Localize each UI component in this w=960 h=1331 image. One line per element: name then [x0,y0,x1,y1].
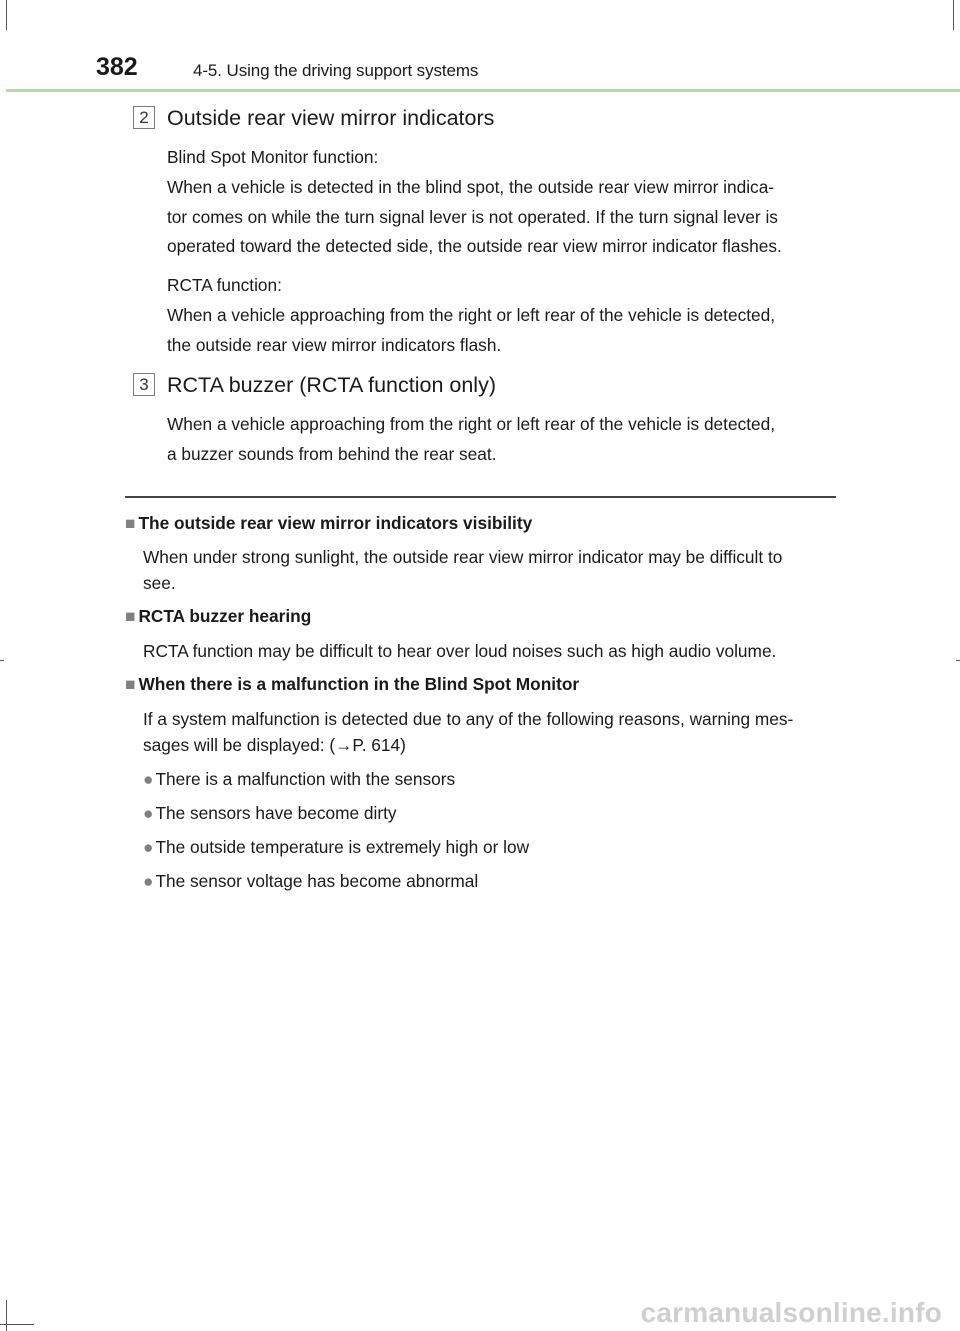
list-item [143,835,529,859]
list-item-text: There is a malfunction with the sensors [155,769,456,789]
text-line: When a vehicle approaching from the right or left rear of the vehicle is detected, [167,414,776,434]
callout-paragraph [167,143,847,262]
callout-title: RCTA buzzer (RCTA function only) [167,373,496,397]
section-divider [125,496,836,498]
list-item [143,801,397,825]
page-header [0,0,960,96]
bullet-icon: ● [143,871,154,891]
note-heading-text: The outside rear view mirror indicators visibility [138,513,533,533]
callout-paragraph [167,271,847,360]
note-heading [125,511,532,535]
crop-mark [0,660,4,661]
callout-number: 3 [133,373,155,396]
section-title: 4-5. Using the driving support systems [193,61,479,80]
list-item-text: The sensors have become dirty [155,803,397,823]
note-heading-text: RCTA buzzer hearing [138,606,312,626]
text-line: When under strong sunlight, the outside rear view mirror indicator may be difficult to [143,547,783,567]
square-marker-icon: ■ [125,674,136,694]
note-body [143,638,835,664]
crop-mark [0,1324,34,1325]
square-marker-icon: ■ [125,606,136,626]
text-line: Blind Spot Monitor function: [167,147,379,167]
header-rule [6,89,960,92]
crop-mark [6,1300,7,1331]
text-line: sages will be displayed: (→P. 614) [143,735,406,755]
text-line: RCTA function may be difficult to hear over loud noises such as high audio volume. [143,641,777,661]
list-item-text: The outside temperature is extremely high or low [155,837,530,857]
bullet-icon: ● [143,803,154,823]
bullet-icon: ● [143,769,154,789]
note-body [143,706,835,758]
callout-paragraph [167,410,847,470]
bullet-icon: ● [143,837,154,857]
text-line: a buzzer sounds from behind the rear seat. [167,443,497,464]
text-line: When a vehicle approaching from the right or left rear of the vehicle is detected, [167,304,776,325]
page-number: 382 [96,53,138,81]
list-item-text: The sensor voltage has become abnormal [155,871,479,891]
callout-title: Outside rear view mirror indicators [167,106,495,130]
text-line: tor comes on while the turn signal lever is not operated. If the turn signal lever is [167,206,778,227]
square-marker-icon: ■ [125,513,136,533]
text-line: the outside rear view mirror indicators flash. [167,334,502,355]
crop-mark [956,660,960,661]
text-line: RCTA function: [167,275,282,295]
callout-number: 2 [133,106,155,129]
note-body [143,544,835,596]
watermark: carmanualsonline.info [640,1297,942,1328]
list-item [143,767,455,791]
text-line: see. [143,573,176,593]
text-line: If a system malfunction is detected due to any of the following reasons, warning mes- [143,709,794,729]
text-line: operated toward the detected side, the outside rear view mirror indicator flashes. [167,236,782,257]
note-heading [125,672,579,696]
text-line: When a vehicle is detected in the blind spot, the outside rear view mirror indica- [167,176,775,197]
list-item [143,869,478,893]
note-heading [125,604,311,628]
note-heading-text: When there is a malfunction in the Blind Spot Monitor [138,674,580,694]
